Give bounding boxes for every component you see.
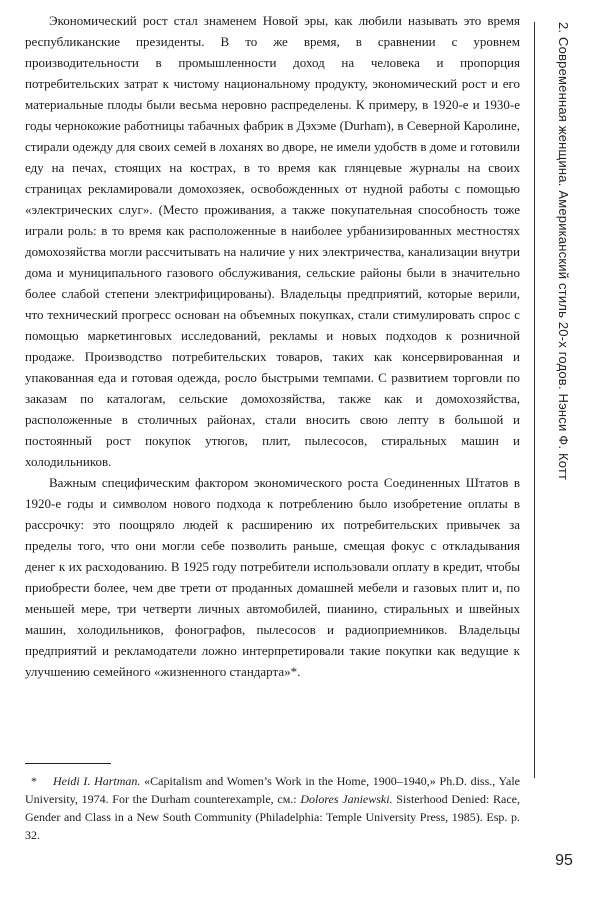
footnote-rule	[25, 763, 111, 764]
paragraph-2: Важным специфическим фактором экономического роста Соединенных Штатов в 1920-е годы и символом нового подхода к потреблению было изобретение оплаты в рассрочку: это поощряло людей к расширению их потребительских привычек за пределы того, что они могли себе позволить раньше, смещая фокус с откладывания денег к их расходованию. В 1925 году потребители использовали оплату в кредит, чтобы приобрести более, чем две трети от проданных домашней мебели и газовых плит и, по меньшей мере, три четверти личных автомобилей, пианино, стиральных и швейных машин, холодильников, фонографов, пылесосов и радиоприемников. Владельцы предприятий и рекламодатели ложно интерпретировали такие покупки как ведущие к улучшению семейного «жизненного стандарта»*.	[25, 475, 520, 679]
margin-rule	[534, 22, 535, 778]
footnote-text-2: Sisterhood Denied: Race, Gender and Class in a New South Community (Philadelphia: Temple University Press, 1985). Esp. p. 32.	[25, 792, 520, 842]
footnote-author: Heidi I. Hartman.	[53, 774, 141, 788]
paragraph-1: Экономический рост стал знаменем Новой эры, как любили называть это время республиканские президенты. В то же время, в сравнении с уровнем производительности в промышленности доход на человека и пропорция потребительских затрат к чистому национальному продукту, экономический рост и его материальные плоды были весьма неровно распределены. К примеру, в 1920-е и 1930-е годы чернокожие работницы табачных фабрик в Дэхэме (Durham), в Северной Каролине, стирали одежду для своих семей в лоханях во дворе, не имели удобств в доме и готовили еду на печах, стоящих на кострах, в то время как глянцевые журналы на своих страницах рекламировали домохозяек, освобожденных от нудной работы с помощью «электрических слуг». (Место проживания, а также покупательная способность тоже играли роль: в то время как расположенные в наиболее урбанизированных местностях домохозяйства могли рассчитывать на наличие у них электричества, канализации внутри дома и муниципального газового обслуживания, сельские районы были в значительно более слабой степени электрифицированы). Владельцы предприятий, которые верили, что технический прогресс основан на объемных покупках, стали стимулировать спрос с помощью маркетинговых исследований, рекламы и новых подходов к розничной продаже. Производство потребительских товаров, таких как консервированная и упакованная еда и готовая одежда, росло быстрыми темпами. С развитием торговли по заказам по каталогам, сельские домохозяйства, также как и домохозяйства, расположенные в столичных районах, стали вносить свою лепту в большой и постоянный рост покупок утюгов, плит, пылесосов, стиральных машин и холодильников.	[25, 13, 520, 469]
footnote	[25, 772, 520, 844]
footnote-marker: *	[31, 774, 37, 788]
footnote-author-2: Dolores Janiewski.	[300, 792, 393, 806]
footnote-text-1: «Capitalism and Women’s Work in the Home, 1900–1940,» Ph.D. diss., Yale University, 1974. For the Durham counterexample, см.:	[25, 774, 520, 806]
page-number: 95	[555, 852, 573, 869]
running-head: 2. Современная женщина. Американский стиль 20-х годов. Нэнси Ф. Котт	[556, 22, 571, 481]
main-text	[25, 10, 520, 682]
